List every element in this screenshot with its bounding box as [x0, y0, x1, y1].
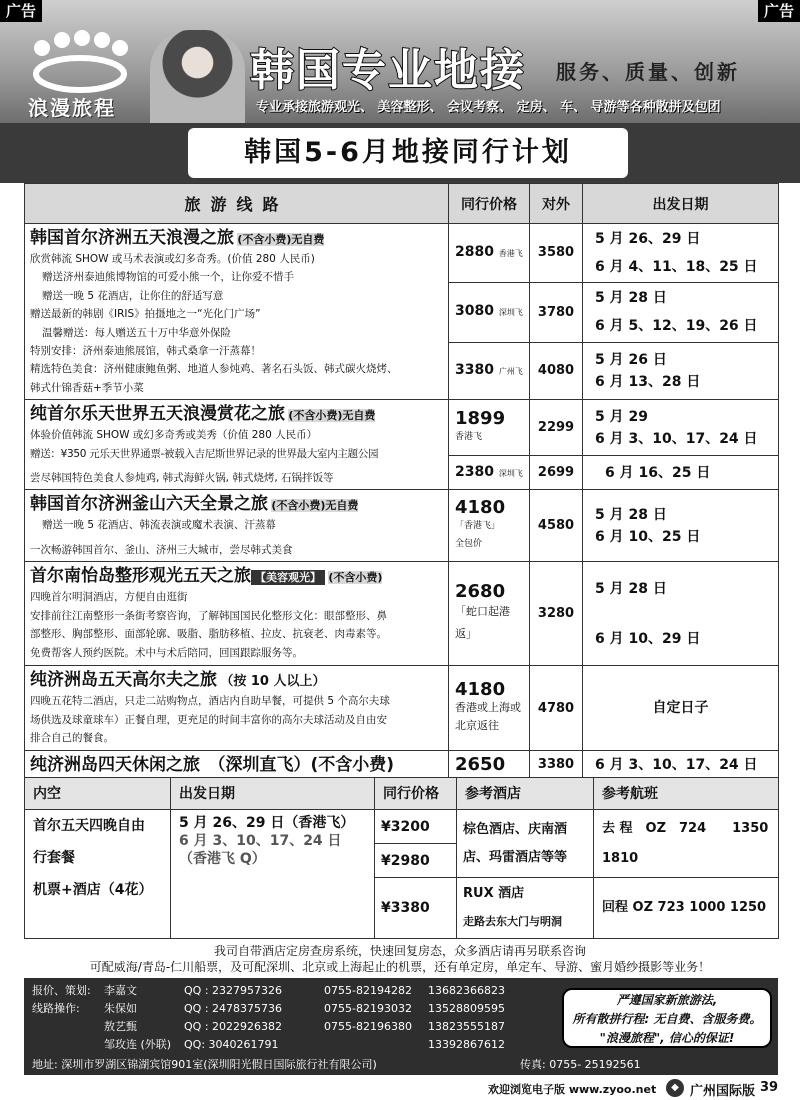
route-2-price: 1899 香港飞: [449, 400, 530, 456]
package-flight-out: 去 程 OZ 724 1350 1810: [594, 809, 779, 877]
contact-bar: 报价、策划: 李嘉文 QQ : 2327957326 0755-82194282 13682366823 线路操作: 朱保如 QQ : 2478375736 0755-82193032 13528809595 敖艺甄 QQ : 2022926382 0755-82196380 13823555187 邹玫连 (外联) QQ: 3040261791 13392867612 地址: 深圳市罗湖区锦湖宾馆901室(深圳阳光假日国际旅行社有限公司) 传真: 0755- 25192561 严遵国家新旅游法, 所有散拼行程: 无自费、含服务费。 "浪漫旅程", 信心的保证!: [24, 978, 778, 1075]
route-1-tag: (不含小费)无自费: [237, 233, 325, 246]
route-5-detail: [25, 666, 449, 750]
header-departure: 出发日期: [583, 184, 779, 224]
route-1-desc: 特别安排：济州泰迪熊展馆，韩式桑拿一汗蒸幕！: [30, 345, 261, 358]
package-table-header: [25, 778, 779, 810]
footer-slogan: 欢迎浏览电子版 www.zyoo.net: [488, 1083, 657, 1096]
company-fax: 传真: 0755- 25192561: [520, 1058, 641, 1071]
header-route: 旅游线路: [25, 184, 449, 224]
route-2-dates: 6 月 16、25 日: [583, 456, 779, 490]
ad-tag-right: 广告: [758, 0, 800, 22]
route-6-detail: [25, 750, 449, 779]
brand-title: 韩国专业地接: [250, 45, 526, 96]
route-row: [25, 750, 779, 779]
seal-icon: ◆: [666, 1079, 684, 1097]
route-1-desc: 欣赏韩流 SHOW 或马术表演或幻多奇秀。(价值 280 人民币): [30, 253, 315, 265]
brand-slogan: 服务、质量、创新: [556, 60, 740, 84]
route-row: [25, 400, 779, 456]
footer-edition: 广州国际版: [690, 1084, 756, 1099]
route-2-desc: 体验价值韩流 SHOW 或幻多奇秀或美秀（价值 280 人民币）: [30, 429, 318, 442]
route-1-external: 3780: [530, 282, 583, 342]
route-row: [25, 666, 779, 750]
route-5-external: 4780: [530, 666, 583, 750]
model-photo: [150, 30, 245, 123]
promise-box: 严遵国家新旅游法, 所有散拼行程: 无自费、含服务费。 "浪漫旅程", 信心的保证!: [562, 988, 772, 1048]
route-5-desc: 四晚五花特二酒店，只走二站购物点，酒店内自助早餐，可提供 5 个高尔夫球: [30, 695, 390, 708]
route-3-desc: 赠送一晚 5 花酒店、韩流表演或魔术表演、汗蒸幕: [42, 519, 276, 532]
package-header-hotel: 参考酒店: [457, 778, 594, 810]
ad-tag-left: 广告: [0, 0, 42, 22]
route-1-price: 3380 广州飞: [449, 342, 530, 400]
route-5-dates: 自定日子: [583, 666, 779, 750]
route-1-desc: 赠送最新的韩剧《IRIS》拍摄地之一“光化门广场”: [30, 308, 261, 321]
package-header-flight: 参考航班: [594, 778, 779, 810]
route-6-external: 3380: [530, 750, 583, 779]
route-1-desc: 赠送一晚 5 花酒店，让你住的舒适写意: [42, 289, 224, 302]
route-1-detail: [25, 224, 449, 400]
route-table-header: [25, 184, 779, 224]
route-table: [24, 183, 779, 780]
route-4-price: 2680 「蛇口起港返」: [449, 562, 530, 666]
header-external: 对外: [530, 184, 583, 224]
company-address: 地址: 深圳市罗湖区锦湖宾馆901室(深圳阳光假日国际旅行社有限公司): [32, 1058, 377, 1071]
route-row: [25, 562, 779, 666]
package-dates: 5 月 26、29 日（香港飞） 6 月 3、10、17、24 日 （香港飞 Q）: [171, 809, 375, 938]
route-4-external: 3280: [530, 562, 583, 666]
route-2-price: 2380 深圳飞: [449, 456, 530, 490]
route-6-price: 2650: [449, 750, 530, 779]
route-5-title: 纯济洲岛五天高尔夫之旅: [30, 670, 217, 691]
logo-text: 浪漫旅程: [28, 96, 116, 120]
route-5-desc: 场供选及球童球车）正餐自理，更充足的时间丰富你的高尔夫球活动及自由安: [30, 713, 387, 726]
route-1-title: 韩国首尔济洲五天浪漫之旅: [30, 228, 234, 248]
route-2-desc: 赠送：¥350 元乐天世界通票-被载入吉尼斯世界记录的世界最大室内主题公园: [30, 447, 379, 460]
route-2-external: 2699: [530, 456, 583, 490]
route-3-tag: (不含小费)无自费: [271, 499, 359, 513]
route-1-price: 2880 香港飞: [449, 224, 530, 283]
route-3-title: 韩国首尔济洲釜山六天全景之旅: [30, 494, 268, 515]
package-hotel: RUX 酒店 走路去东大门与明洞: [457, 878, 594, 939]
route-1-desc: 韩式什锦香菇+季节小菜: [30, 381, 144, 394]
route-4-desc: 免费帮客人预约医院。术中与术后陪同，回国跟踪服务等。: [30, 646, 303, 659]
route-5-price: 4180 香港或上海或北京返往: [449, 666, 530, 750]
route-5-desc: 排合自己的餐食。: [30, 732, 114, 745]
route-2-tag: (不含小费)无自费: [288, 409, 376, 423]
route-1-external: 3580: [530, 224, 583, 283]
package-hotel: 棕色酒店、庆南酒 店、玛雷酒店等等: [457, 809, 594, 877]
route-2-title: 纯首尔乐天世界五天浪漫赏花之旅: [30, 404, 285, 425]
route-3-external: 4580: [530, 490, 583, 562]
route-1-dates: 5 月 26、29 日 6 月 4、11、18、25 日: [583, 224, 779, 283]
route-1-desc: 温馨赠送：每人赠送五十万中华意外保险: [42, 326, 231, 339]
route-1-desc: 精选特色美食：济州健康鲍鱼粥、地道人参炖鸡、著名石头饭、韩式碳火烧烤、: [30, 363, 398, 376]
route-3-detail: [25, 490, 449, 562]
route-2-desc: 尝尽韩国特色美食人参炖鸡, 韩式海鲜火锅, 韩式烧烤, 石锅拌饭等: [30, 472, 334, 485]
package-name: 首尔五天四晚自由 行套餐 机票+酒店（4花）: [25, 809, 171, 938]
route-1-dates: 5 月 26 日 6 月 13、28 日: [583, 342, 779, 400]
route-3-desc: 一次畅游韩国首尔、釜山、济州三大城市，尝尽韩式美食: [30, 543, 293, 556]
package-flight-back: 回程 OZ 723 1000 1250: [594, 878, 779, 939]
route-5-tag: （按 10 人以上）: [220, 674, 326, 690]
route-4-detail: [25, 562, 449, 666]
page-footer: [0, 1078, 800, 1100]
brand-services: 专业承接旅游观光、 美容整形、 会议考察、 定房、 车、 导游等各种散拼及包团: [256, 100, 721, 115]
route-4-badge: 【美容观光】: [251, 570, 325, 585]
route-3-price: 4180 「香港飞」 全包价: [449, 490, 530, 562]
header-peer-price: 同行价格: [449, 184, 530, 224]
package-price: ¥3380: [375, 878, 457, 939]
route-6-dates: 6 月 3、10、17、24 日: [583, 750, 779, 779]
package-price: ¥3200: [375, 809, 457, 843]
notice-hotel-booking: 我司自带酒店定房查房系统，快速回复房态，众多酒店请再另联系咨询: [213, 944, 586, 958]
route-2-detail: [25, 400, 449, 490]
route-3-dates: 5 月 28 日 6 月 10、25 日: [583, 490, 779, 562]
route-row: [25, 490, 779, 562]
plan-title: 韩国5-6月地接同行计划: [188, 128, 628, 178]
package-row: [25, 809, 779, 843]
route-1-external: 4080: [530, 342, 583, 400]
route-4-dates: 5 月 28 日 6 月 10、29 日: [583, 562, 779, 666]
route-1-desc: 赠送济州泰迪熊博物馆的可爱小熊一个，让你爱不惜手: [42, 271, 294, 284]
route-1-price: 3080 深圳飞: [449, 282, 530, 342]
route-4-tag: (不含小费): [328, 571, 383, 585]
page-number: 39: [760, 1080, 779, 1095]
package-header-price: 同行价格: [375, 778, 457, 810]
route-6-title: 纯济洲岛四天休闲之旅 （深圳直飞）(不含小费): [30, 754, 395, 775]
route-4-title: 首尔南怡岛整形观光五天之旅: [30, 566, 251, 587]
route-1-dates: 5 月 28 日 6 月 5、12、19、26 日: [583, 282, 779, 342]
route-2-external: 2299: [530, 400, 583, 456]
route-4-desc: 安排前往江南整形一条街考察咨询，了解韩国国民化整形文化：眼部整形、鼻: [30, 609, 387, 622]
package-header-name: 内空: [25, 778, 171, 810]
notice-extra-services: 可配威海/青岛-仁川船票，及可配深圳、北京或上海起止的机票，还有单定房，单定车、导游、蜜月婚纱摄影等业务！: [89, 960, 711, 974]
package-price: ¥2980: [375, 844, 457, 878]
package-table: [24, 777, 779, 939]
ad-header-banner: [0, 0, 800, 123]
route-row: [25, 224, 779, 283]
route-4-desc: 部整形、胸部整形、面部轮廓、吸脂、脂肪移植、拉皮、抗衰老、肉毒素等。: [30, 628, 387, 641]
route-2-dates: 5 月 29 6 月 3、10、17、24 日: [583, 400, 779, 456]
route-4-desc: 四晚首尔明洞酒店，方便自由逛街: [30, 591, 188, 604]
package-header-date: 出发日期: [171, 778, 375, 810]
